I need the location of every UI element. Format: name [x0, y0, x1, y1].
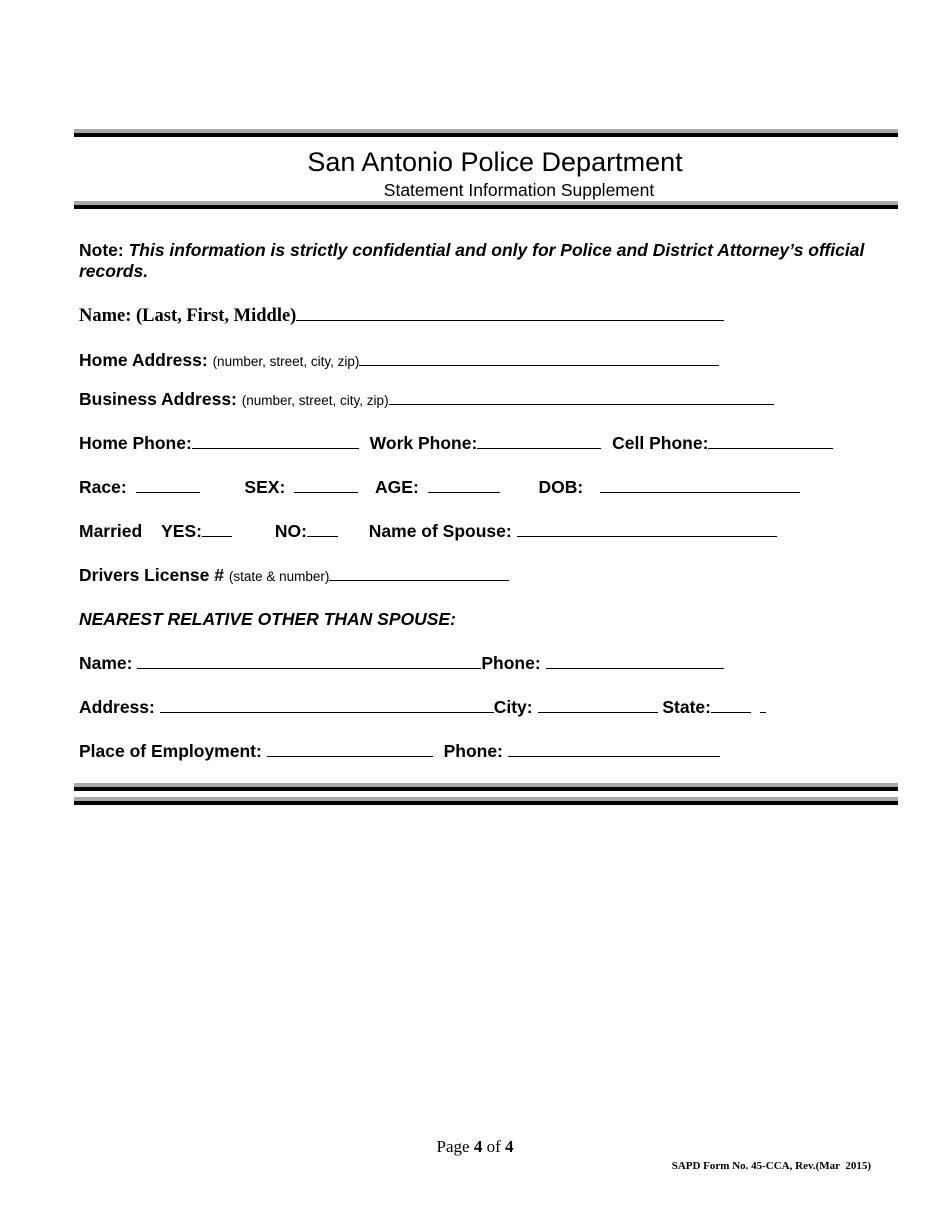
- age-field[interactable]: [428, 478, 500, 493]
- note-text: This information is strictly confidential and only for Police and District Attorney’s official records.: [79, 240, 865, 281]
- page-current: 4: [473, 1137, 483, 1156]
- spouse-name-label: Name of Spouse:: [368, 521, 512, 541]
- relative-city-label: City:: [493, 697, 533, 717]
- home-address-field[interactable]: [359, 351, 719, 366]
- drivers-license-label: Drivers License #: [79, 565, 224, 585]
- home-address-row: [79, 349, 719, 373]
- relative-name-row: [79, 652, 724, 674]
- note-label: Note:: [79, 240, 124, 260]
- relative-phone-label: Phone:: [481, 653, 541, 673]
- sex-field[interactable]: [294, 478, 358, 493]
- employment-label: Place of Employment:: [79, 741, 262, 761]
- header-top-rule: [74, 129, 898, 137]
- married-no-label: NO:: [274, 521, 307, 541]
- page-of: of: [486, 1137, 501, 1156]
- married-yes-label: YES:: [161, 521, 202, 541]
- drivers-license-row: [79, 564, 509, 588]
- cell-phone-label: Cell Phone:: [612, 433, 709, 453]
- phones-row: [79, 432, 833, 454]
- header-bottom-rule: [74, 201, 898, 209]
- home-phone-field[interactable]: [192, 434, 359, 449]
- relative-city-field[interactable]: [538, 698, 658, 713]
- married-label: Married: [79, 521, 143, 541]
- drivers-license-hint: (state & number): [228, 569, 330, 584]
- race-label: Race:: [79, 477, 127, 497]
- name-label: Name: (Last, First, Middle): [79, 306, 297, 326]
- relative-phone-field[interactable]: [546, 654, 724, 669]
- employment-row: [79, 740, 720, 762]
- relative-name-field[interactable]: [137, 654, 481, 669]
- relative-address-field[interactable]: [160, 698, 494, 713]
- business-address-field[interactable]: [389, 390, 774, 405]
- relative-state-extra-field[interactable]: [760, 698, 766, 713]
- business-address-label: Business Address:: [79, 389, 237, 409]
- relative-state-field[interactable]: [711, 698, 751, 713]
- business-address-hint: (number, street, city, zip): [241, 393, 389, 408]
- relative-heading: NEAREST RELATIVE OTHER THAN SPOUSE:: [79, 609, 456, 629]
- employment-field[interactable]: [267, 742, 433, 757]
- relative-address-row: [79, 696, 766, 718]
- relative-state-label: State:: [662, 697, 711, 717]
- section-bottom-rule: [74, 783, 898, 791]
- dob-field[interactable]: [600, 478, 800, 493]
- race-field[interactable]: [136, 478, 200, 493]
- employment-phone-label: Phone:: [443, 741, 503, 761]
- form-id: SAPD Form No. 45-CCA, Rev.(Mar 2015): [671, 1160, 871, 1172]
- married-yes-field[interactable]: [202, 522, 232, 537]
- page-number: [0, 1137, 950, 1157]
- spouse-name-field[interactable]: [517, 522, 777, 537]
- relative-name-label: Name:: [79, 653, 133, 673]
- page-total: 4: [504, 1137, 514, 1156]
- home-address-hint: (number, street, city, zip): [212, 354, 360, 369]
- employment-phone-field[interactable]: [508, 742, 720, 757]
- cell-phone-field[interactable]: [708, 434, 833, 449]
- sex-label: SEX:: [244, 477, 286, 497]
- drivers-license-field[interactable]: [329, 566, 509, 581]
- confidential-note: [79, 240, 879, 282]
- demographics-row: [79, 476, 800, 498]
- page-title: San Antonio Police Department: [307, 147, 683, 177]
- section-bottom-rule-2: [74, 797, 898, 805]
- page-word: Page: [436, 1137, 470, 1156]
- home-address-label: Home Address:: [79, 350, 208, 370]
- dob-label: DOB:: [538, 477, 584, 497]
- work-phone-field[interactable]: [477, 434, 601, 449]
- marital-row: [79, 520, 777, 542]
- page-subtitle: Statement Information Supplement: [383, 180, 655, 200]
- name-field[interactable]: [296, 306, 724, 321]
- work-phone-label: Work Phone:: [369, 433, 478, 453]
- married-no-field[interactable]: [307, 522, 338, 537]
- name-row: [79, 305, 724, 327]
- business-address-row: [79, 388, 774, 412]
- relative-address-label: Address:: [79, 697, 155, 717]
- age-label: AGE:: [375, 477, 419, 497]
- home-phone-label: Home Phone:: [79, 433, 192, 453]
